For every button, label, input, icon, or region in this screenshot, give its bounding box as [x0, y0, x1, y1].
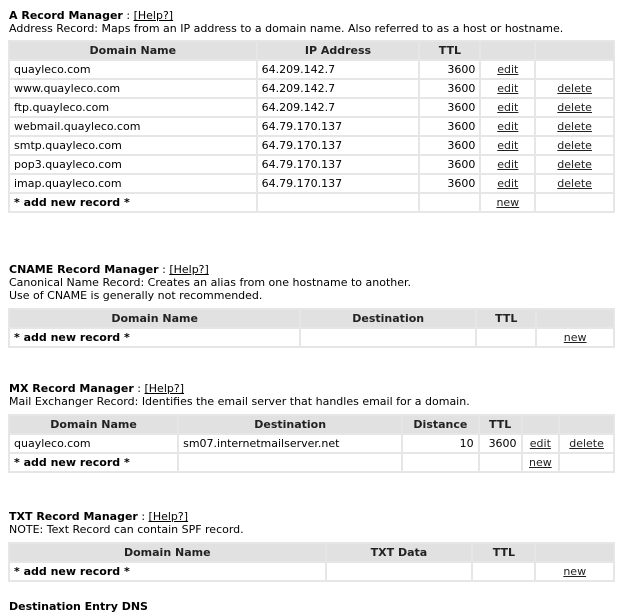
add-record-row: [10, 454, 613, 471]
txt-help-link[interactable]: [Help?]: [148, 510, 189, 523]
a-record-heading: A Record Manager : [Help?]: [9, 9, 174, 22]
txt-section: [9, 510, 615, 582]
add-record-row: [10, 563, 613, 580]
mx-help-link[interactable]: [Help?]: [144, 382, 184, 395]
new-record-link[interactable]: new: [563, 565, 587, 578]
cname-description-line-1: Canonical Name Record: Creates an alias from one hostname to another.: [9, 276, 411, 289]
table-row: [10, 435, 613, 452]
a-record-table: [8, 40, 615, 213]
delete-link[interactable]: delete: [557, 82, 592, 95]
ttl-cell: 3600: [480, 435, 521, 452]
txt-title: TXT Record Manager: [9, 510, 138, 523]
cname-title: CNAME Record Manager: [9, 263, 159, 276]
domain-cell: pop3.quayleco.com: [10, 156, 256, 173]
mx-title: MX Record Manager: [9, 382, 134, 395]
a-record-help-link[interactable]: [Help?]: [133, 9, 174, 22]
ip-cell: 64.209.142.7: [258, 99, 419, 116]
ip-cell: 64.209.142.7: [258, 61, 419, 78]
ip-cell: 64.79.170.137: [258, 156, 419, 173]
edit-link[interactable]: edit: [497, 101, 519, 114]
ttl-cell: 3600: [420, 80, 479, 97]
ttl-cell: 3600: [420, 99, 479, 116]
ttl-cell: 3600: [420, 61, 479, 78]
destination-cell: sm07.internetmailserver.net: [179, 435, 401, 452]
edit-link[interactable]: edit: [497, 63, 519, 76]
add-record-label: * add new record *: [10, 194, 256, 211]
ttl-cell: 3600: [420, 175, 479, 192]
delete-link[interactable]: delete: [557, 120, 592, 133]
delete-link[interactable]: delete: [557, 101, 592, 114]
ip-cell: 64.209.142.7: [258, 80, 419, 97]
column-header-destination: Destination: [179, 416, 401, 433]
add-record-row: [10, 329, 613, 346]
column-header-ttl: TTL: [473, 544, 534, 561]
new-record-link[interactable]: new: [528, 456, 552, 469]
edit-link[interactable]: edit: [529, 437, 551, 450]
column-header-domain: Domain Name: [10, 42, 256, 59]
cname-help-link[interactable]: [Help?]: [169, 263, 209, 276]
domain-cell: webmail.quayleco.com: [10, 118, 256, 135]
column-header-edit: [481, 42, 534, 59]
column-header-delete: [536, 42, 613, 59]
cname-section: [9, 263, 615, 348]
a-record-description: Address Record: Maps from an IP address to a domain name. Also referred to as a host or hostname.: [9, 22, 564, 35]
delete-link[interactable]: delete: [557, 139, 592, 152]
table-row: [10, 61, 613, 78]
domain-cell: quayleco.com: [10, 435, 177, 452]
column-header-txt-data: TXT Data: [327, 544, 472, 561]
add-record-label: * add new record *: [10, 329, 299, 346]
delete-link[interactable]: delete: [557, 177, 592, 190]
cname-description-line-2: Use of CNAME is generally not recommended.: [9, 289, 263, 302]
table-header-row: [10, 42, 613, 59]
cname-heading: CNAME Record Manager : [Help?]: [9, 263, 209, 276]
add-record-label: * add new record *: [10, 454, 177, 471]
a-record-section: [9, 9, 615, 213]
mx-description: Mail Exchanger Record: Identifies the email server that handles email for a domain.: [9, 395, 470, 408]
new-record-link[interactable]: new: [496, 196, 520, 209]
delete-link[interactable]: delete: [557, 158, 592, 171]
mx-heading: MX Record Manager : [Help?]: [9, 382, 184, 395]
ttl-cell: 3600: [420, 137, 479, 154]
column-header-domain: Domain Name: [10, 544, 325, 561]
domain-cell: ftp.quayleco.com: [10, 99, 256, 116]
mx-table: [8, 414, 615, 473]
table-header-row: [10, 544, 613, 561]
edit-link[interactable]: edit: [497, 82, 519, 95]
table-row: [10, 137, 613, 154]
add-record-row: [10, 194, 613, 211]
table-row: [10, 175, 613, 192]
txt-heading: TXT Record Manager : [Help?]: [9, 510, 189, 523]
domain-cell: imap.quayleco.com: [10, 175, 256, 192]
txt-description: NOTE: Text Record can contain SPF record.: [9, 523, 244, 536]
column-header-destination: Destination: [301, 310, 475, 327]
edit-link[interactable]: edit: [497, 120, 519, 133]
table-header-row: [10, 310, 613, 327]
edit-link[interactable]: edit: [497, 139, 519, 152]
column-header-distance: Distance: [403, 416, 477, 433]
table-row: [10, 118, 613, 135]
ttl-cell: 3600: [420, 118, 479, 135]
domain-cell: quayleco.com: [10, 61, 256, 78]
table-row: [10, 99, 613, 116]
column-header-ip: IP Address: [258, 42, 419, 59]
column-header-ttl: TTL: [480, 416, 521, 433]
edit-link[interactable]: edit: [497, 158, 519, 171]
ip-cell: 64.79.170.137: [258, 137, 419, 154]
mx-section: [9, 382, 615, 473]
delete-link[interactable]: delete: [569, 437, 604, 450]
ip-cell: 64.79.170.137: [258, 175, 419, 192]
cname-table: [8, 308, 615, 348]
domain-cell: smtp.quayleco.com: [10, 137, 256, 154]
table-row: [10, 80, 613, 97]
distance-cell: 10: [403, 435, 477, 452]
table-header-row: [10, 416, 613, 433]
a-record-title: A Record Manager: [9, 9, 123, 22]
txt-table: [8, 542, 615, 582]
new-record-link[interactable]: new: [563, 331, 587, 344]
edit-link[interactable]: edit: [497, 177, 519, 190]
column-header-domain: Domain Name: [10, 416, 177, 433]
add-record-label: * add new record *: [10, 563, 325, 580]
column-header-domain: Domain Name: [10, 310, 299, 327]
domain-cell: www.quayleco.com: [10, 80, 256, 97]
column-header-ttl: TTL: [477, 310, 535, 327]
ttl-cell: 3600: [420, 156, 479, 173]
next-section-title: Destination Entry DNS: [9, 600, 148, 613]
column-header-ttl: TTL: [420, 42, 479, 59]
ip-cell: 64.79.170.137: [258, 118, 419, 135]
table-row: [10, 156, 613, 173]
